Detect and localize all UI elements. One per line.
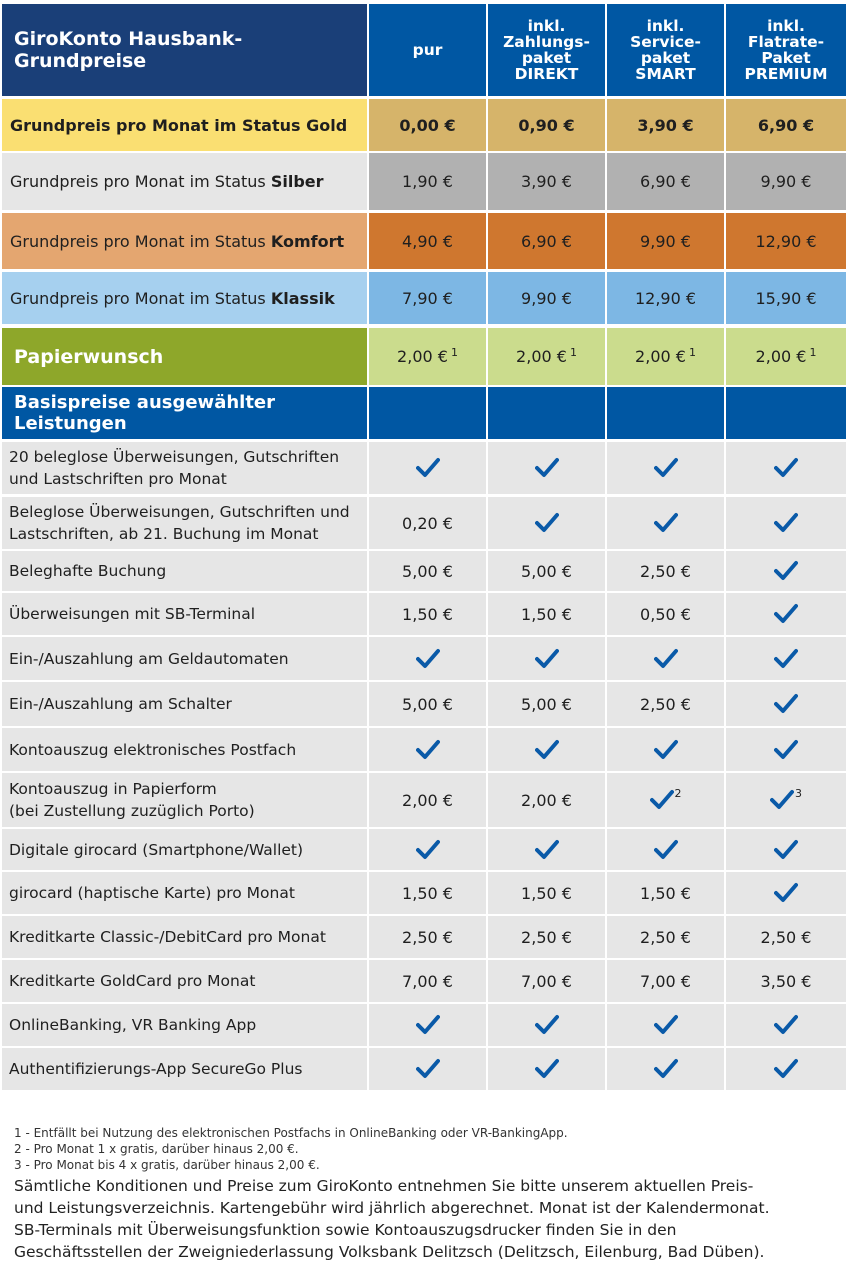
included-cell	[488, 497, 605, 549]
included-cell	[607, 442, 724, 494]
included-cell	[488, 829, 605, 870]
price-cell: 0,00 €	[369, 99, 486, 151]
checkmark-icon	[774, 457, 798, 479]
service-label-line: girocard (haptische Karte) pro Monat	[9, 884, 295, 902]
price-cell: 2,50 €	[607, 916, 724, 958]
price-cell: 7,90 €	[369, 272, 486, 324]
column-header-label: paket	[521, 49, 572, 67]
checkmark-icon	[416, 648, 440, 670]
included-cell	[726, 442, 846, 494]
status-name: Klassik	[270, 288, 335, 308]
checkmark-icon	[535, 512, 559, 534]
service-row	[2, 773, 846, 827]
service-row	[2, 1004, 846, 1046]
checkmark-icon	[770, 789, 794, 811]
service-label-line: Beleghafte Buchung	[9, 562, 167, 580]
service-label	[2, 1048, 367, 1090]
column-header-label: DIREKT	[514, 65, 579, 83]
price-cell: 12,90 €	[726, 213, 846, 269]
note-line: Geschäftsstellen der Zweigniederlassung Volksbank Delitzsch (Delitzsch, Eilenburg, Bad Düben).	[14, 1243, 765, 1261]
status-name: Gold	[306, 115, 348, 135]
service-label-line: Ein-/Auszahlung am Geldautomaten	[9, 649, 289, 668]
price-value: 2,00 €	[397, 347, 448, 366]
service-label-line: Kontoauszug elektronisches Postfach	[9, 740, 297, 759]
included-cell	[726, 872, 846, 914]
checkmark-icon	[654, 739, 678, 761]
checkmark-icon	[416, 1058, 440, 1080]
included-cell	[726, 829, 846, 870]
included-cell	[726, 593, 846, 635]
service-row	[2, 1048, 846, 1090]
checkmark-icon	[535, 839, 559, 861]
papierwunsch-value	[369, 328, 486, 385]
column-header-label: pur	[412, 41, 443, 59]
included-cell	[607, 1048, 724, 1090]
status-name: Komfort	[270, 231, 345, 251]
included-cell	[726, 551, 846, 591]
price-cell: 7,00 €	[607, 960, 724, 1002]
column-header-label: PREMIUM	[744, 65, 828, 83]
price-cell: 4,90 €	[369, 213, 486, 269]
included-cell	[726, 637, 846, 680]
price-cell: 3,90 €	[607, 99, 724, 151]
papierwunsch-value	[726, 328, 846, 385]
note-line: SB-Terminals mit Überweisungsfunktion sowie Kontoauszugsdrucker finden Sie in den	[14, 1221, 677, 1239]
checkmark-icon	[774, 603, 798, 625]
service-label-line: 20 beleglose Überweisungen, Gutschriften	[9, 448, 340, 466]
included-cell	[607, 728, 724, 771]
status-label	[2, 153, 367, 210]
service-label	[2, 442, 367, 494]
header-fill	[369, 387, 486, 439]
service-row	[2, 728, 846, 771]
papierwunsch-row	[2, 328, 846, 385]
checkmark-icon	[774, 1014, 798, 1036]
price-cell: 0,90 €	[488, 99, 605, 151]
included-cell	[607, 637, 724, 680]
price-cell: 5,00 €	[488, 682, 605, 726]
table-title: GiroKonto Hausbank-Grundpreise	[2, 4, 367, 96]
checkmark-icon	[654, 648, 678, 670]
price-cell: 2,50 €	[726, 916, 846, 958]
column-header-premium	[726, 4, 846, 96]
price-cell: 9,90 €	[607, 213, 724, 269]
service-label	[2, 593, 367, 635]
price-cell: 5,00 €	[488, 551, 605, 591]
status-row-klassik	[2, 272, 846, 324]
footnotes	[14, 1125, 834, 1263]
header-fill	[607, 387, 724, 439]
header-fill	[488, 387, 605, 439]
price-cell: 2,00 €	[369, 773, 486, 827]
included-cell	[369, 1048, 486, 1090]
column-header-label: Service-	[630, 33, 701, 51]
status-prefix: Grundpreis pro Monat im Status	[10, 231, 266, 251]
service-label	[2, 872, 367, 914]
service-label-line: Digitale girocard (Smartphone/Wallet)	[9, 840, 304, 859]
included-cell	[726, 1004, 846, 1046]
price-cell: 7,00 €	[369, 960, 486, 1002]
footnote-ref: 1	[450, 346, 458, 359]
service-label-line: Ein-/Auszahlung am Schalter	[9, 695, 232, 713]
status-label	[2, 99, 367, 151]
checkmark-icon	[416, 1014, 440, 1036]
checkmark-icon	[535, 457, 559, 479]
price-cell: 5,00 €	[369, 682, 486, 726]
note-line: und Leistungsverzeichnis. Kartengebühr wird jährlich abgerechnet. Monat ist der Kalendermonat.	[14, 1199, 770, 1217]
price-cell: 2,50 €	[488, 916, 605, 958]
status-row-komfort	[2, 213, 846, 269]
price-cell: 5,00 €	[369, 551, 486, 591]
column-header-label: paket	[640, 49, 691, 67]
service-label	[2, 551, 367, 591]
status-label	[2, 213, 367, 269]
price-cell: 1,50 €	[488, 593, 605, 635]
included-cell	[369, 728, 486, 771]
column-header-label: Paket	[761, 49, 811, 67]
papierwunsch-value	[607, 328, 724, 385]
checkmark-icon	[774, 839, 798, 861]
column-header-label: Zahlungs-	[503, 33, 590, 51]
price-value: 2,00 €	[635, 347, 686, 366]
price-cell: 2,00 €	[488, 773, 605, 827]
header-fill	[726, 387, 846, 439]
footnote: 1 - Entfällt bei Nutzung des elektronischen Postfachs in OnlineBanking oder VR-BankingApp.	[14, 1126, 568, 1140]
included-cell	[488, 442, 605, 494]
price-value: 2,00 €	[516, 347, 567, 366]
included-cell	[488, 1048, 605, 1090]
service-row	[2, 593, 846, 635]
price-cell: 6,90 €	[726, 99, 846, 151]
service-label	[2, 682, 367, 726]
service-label-line: Kreditkarte Classic-/DebitCard pro Monat	[9, 928, 326, 946]
column-header-label: inkl.	[646, 17, 685, 35]
service-label	[2, 1004, 367, 1046]
footnote-ref: 2	[674, 786, 682, 800]
service-label	[2, 829, 367, 870]
service-label-line: OnlineBanking, VR Banking App	[9, 1016, 257, 1034]
included-cell	[726, 1048, 846, 1090]
column-header-label: Flatrate-	[747, 33, 825, 51]
checkmark-icon	[774, 512, 798, 534]
service-label-line: und Lastschriften pro Monat	[9, 470, 227, 488]
status-prefix: Grundpreis pro Monat im Status	[10, 288, 266, 308]
status-row-silber	[2, 153, 846, 210]
included-cell	[488, 1004, 605, 1046]
status-prefix: Grundpreis pro Monat im Status	[10, 172, 266, 191]
checkmark-icon	[654, 457, 678, 479]
footnote-ref: 1	[569, 346, 577, 359]
included-cell	[726, 773, 846, 827]
service-label	[2, 497, 367, 549]
checkmark-icon	[774, 882, 798, 904]
service-label-line: Überweisungen mit SB-Terminal	[9, 605, 256, 623]
included-cell	[607, 773, 724, 827]
included-cell	[369, 829, 486, 870]
price-value: 2,00 €	[755, 347, 807, 366]
price-cell: 9,90 €	[488, 272, 605, 324]
included-cell	[607, 497, 724, 549]
footnote-ref: 1	[809, 346, 817, 359]
price-cell: 2,50 €	[369, 916, 486, 958]
footnote-ref: 3	[795, 786, 802, 800]
service-label	[2, 773, 367, 827]
service-row	[2, 442, 846, 494]
service-row	[2, 960, 846, 1002]
price-cell: 15,90 €	[726, 272, 846, 324]
footnote: 2 - Pro Monat 1 x gratis, darüber hinaus 2,00 €.	[14, 1142, 299, 1156]
checkmark-icon	[654, 1058, 678, 1080]
column-header-smart	[607, 4, 724, 96]
service-row	[2, 916, 846, 958]
price-cell: 0,20 €	[369, 497, 486, 549]
papierwunsch-label: Papierwunsch	[2, 328, 367, 385]
checkmark-icon	[416, 739, 440, 761]
column-header-label: inkl.	[527, 17, 566, 35]
service-label	[2, 916, 367, 958]
checkmark-icon	[416, 839, 440, 861]
service-row	[2, 829, 846, 870]
column-header-label: SMART	[635, 65, 696, 83]
service-label-line: (bei Zustellung zuzüglich Porto)	[9, 802, 255, 820]
price-cell: 3,90 €	[488, 153, 605, 210]
table-header-row	[2, 4, 846, 96]
price-cell: 9,90 €	[726, 153, 846, 210]
price-cell: 2,50 €	[607, 551, 724, 591]
service-label-line: Authentifizierungs-App SecureGo Plus	[9, 1060, 303, 1078]
checkmark-icon	[416, 457, 440, 479]
service-row	[2, 551, 846, 591]
included-cell	[607, 829, 724, 870]
checkmark-icon	[535, 739, 559, 761]
included-cell	[369, 637, 486, 680]
included-cell	[607, 1004, 724, 1046]
checkmark-icon	[774, 648, 798, 670]
status-name: Silber	[270, 172, 324, 191]
checkmark-icon	[774, 1058, 798, 1080]
basispreise-header-row	[2, 387, 846, 439]
price-cell: 1,90 €	[369, 153, 486, 210]
price-cell: 1,50 €	[369, 872, 486, 914]
checkmark-icon	[774, 560, 798, 582]
included-cell	[369, 442, 486, 494]
price-cell: 1,50 €	[369, 593, 486, 635]
checkmark-icon	[535, 648, 559, 670]
service-label-line: Kreditkarte GoldCard pro Monat	[9, 972, 256, 990]
price-cell: 2,50 €	[607, 682, 724, 726]
footnote: 3 - Pro Monat bis 4 x gratis, darüber hinaus 2,00 €.	[14, 1158, 320, 1172]
price-cell: 3,50 €	[726, 960, 846, 1002]
note-line: Sämtliche Konditionen und Preise zum GiroKonto entnehmen Sie bitte unserem aktuellen Preis-	[14, 1177, 754, 1195]
column-header-direkt	[488, 4, 605, 96]
price-cell: 12,90 €	[607, 272, 724, 324]
service-label-line: Kontoauszug in Papierform	[9, 780, 217, 798]
checkmark-icon	[535, 1014, 559, 1036]
service-label-line: Lastschriften, ab 21. Buchung im Monat	[9, 525, 319, 543]
price-cell: 1,50 €	[607, 872, 724, 914]
status-prefix: Grundpreis pro Monat im Status	[10, 115, 301, 135]
checkmark-icon	[654, 512, 678, 534]
checkmark-icon	[654, 839, 678, 861]
included-cell	[488, 728, 605, 771]
column-header-pur	[369, 4, 486, 96]
service-row	[2, 497, 846, 549]
checkmark-icon	[774, 739, 798, 761]
checkmark-icon	[654, 1014, 678, 1036]
service-label-line: Beleglose Überweisungen, Gutschriften und	[9, 503, 350, 521]
service-row	[2, 637, 846, 680]
included-cell	[488, 637, 605, 680]
checkmark-icon	[650, 789, 674, 811]
included-cell	[726, 682, 846, 726]
price-cell: 1,50 €	[488, 872, 605, 914]
papierwunsch-value	[488, 328, 605, 385]
checkmark-icon	[535, 1058, 559, 1080]
service-label	[2, 637, 367, 680]
service-row	[2, 872, 846, 914]
footnote-ref: 1	[688, 346, 696, 359]
basispreise-title: Basispreise ausgewählter Leistungen	[2, 387, 367, 439]
service-label	[2, 960, 367, 1002]
column-header-label: inkl.	[767, 17, 805, 35]
price-cell: 0,50 €	[607, 593, 724, 635]
checkmark-icon	[774, 693, 798, 715]
status-row-gold	[2, 99, 846, 151]
service-row	[2, 682, 846, 726]
included-cell	[726, 728, 846, 771]
price-cell: 6,90 €	[488, 213, 605, 269]
included-cell	[369, 1004, 486, 1046]
price-cell: 6,90 €	[607, 153, 724, 210]
service-label	[2, 728, 367, 771]
price-cell: 7,00 €	[488, 960, 605, 1002]
status-label	[2, 272, 367, 324]
included-cell	[726, 497, 846, 549]
